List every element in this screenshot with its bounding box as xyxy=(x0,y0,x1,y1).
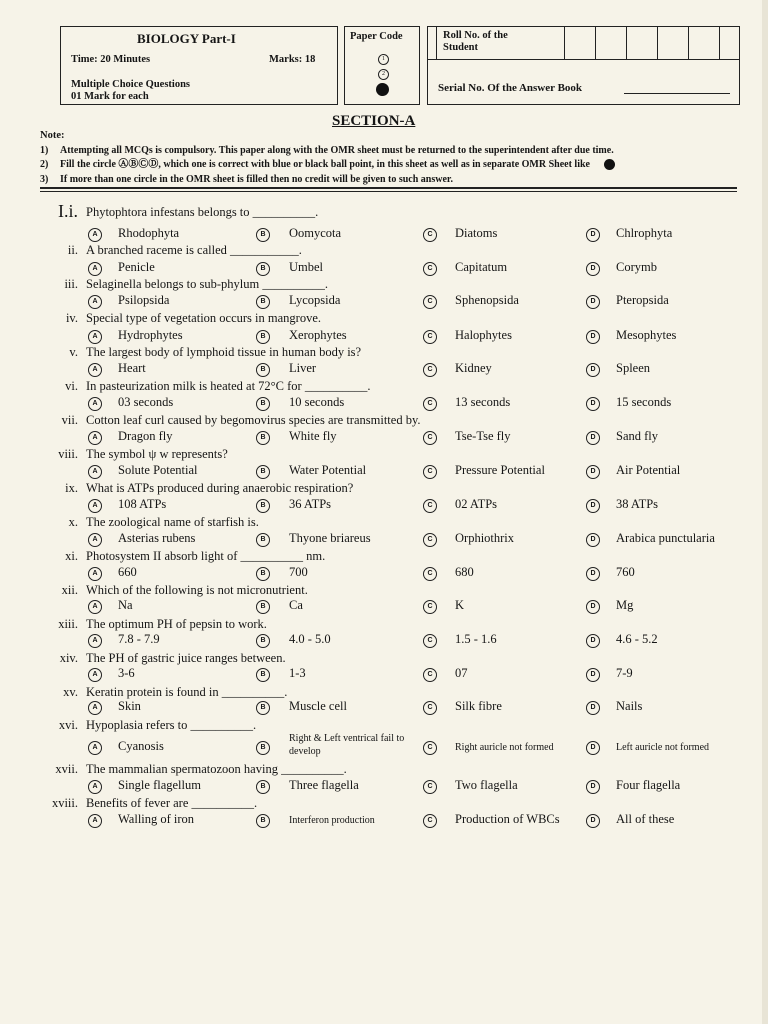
option-text-d: Chlrophyta xyxy=(616,226,673,240)
option-circle-a[interactable]: A xyxy=(88,295,102,309)
option-circle-b[interactable]: B xyxy=(256,814,270,828)
roll-digit-cell[interactable] xyxy=(657,27,688,59)
option-text-c: Diatoms xyxy=(455,226,498,240)
option-text-a: 03 seconds xyxy=(118,395,174,409)
option-text-d: Mesophytes xyxy=(616,328,677,342)
option-circle-b[interactable]: B xyxy=(256,228,270,242)
option-circle-b[interactable]: B xyxy=(256,465,270,479)
option-circle-d[interactable]: D xyxy=(586,330,600,344)
question-text: The zoological name of starfish is. xyxy=(86,515,259,529)
roll-digit-cell[interactable] xyxy=(595,27,626,59)
option-circle-b[interactable]: B xyxy=(256,499,270,513)
paper-code-filled-circle[interactable] xyxy=(376,83,389,96)
roll-digit-cell[interactable] xyxy=(564,27,595,59)
option-text-a: 660 xyxy=(118,565,137,579)
question-number: viii. xyxy=(58,447,78,461)
option-circle-b[interactable]: B xyxy=(256,295,270,309)
note-text: Fill the circle ⒶⒷⒸⒹ, which one is correct with blue or black ball point, in this sheet as well as in separate OMR Sheet like xyxy=(60,159,590,170)
option-text-c: 02 ATPs xyxy=(455,497,498,511)
question-number: iv. xyxy=(65,311,78,325)
option-circle-a[interactable]: A xyxy=(88,701,102,715)
question-number: vii. xyxy=(61,413,78,427)
mcq-line-1: Multiple Choice Questions xyxy=(71,79,191,90)
question-number: xiii. xyxy=(58,617,78,631)
option-circle-b[interactable]: B xyxy=(256,600,270,614)
roll-digit-cell[interactable] xyxy=(688,27,719,59)
option-circle-b[interactable]: B xyxy=(256,363,270,377)
option-circle-d[interactable]: D xyxy=(586,701,600,715)
option-text-b: Xerophytes xyxy=(289,328,347,342)
question-text: The symbol ψ w represents? xyxy=(86,447,228,461)
note-1 xyxy=(40,145,614,157)
option-circle-b[interactable]: B xyxy=(256,668,270,682)
question-text: Photosystem II absorb light of __________ nm. xyxy=(86,549,326,563)
option-text-d: All of these xyxy=(616,812,675,826)
option-circle-a[interactable]: A xyxy=(88,363,102,377)
question-number: xvii. xyxy=(55,762,78,776)
option-text-d: 760 xyxy=(616,565,635,579)
option-circle-d[interactable]: D xyxy=(586,397,600,411)
option-circle-a[interactable]: A xyxy=(88,228,102,242)
question-text: Benefits of fever are __________. xyxy=(86,796,258,810)
option-circle-c[interactable]: C xyxy=(423,701,437,715)
option-circle-d[interactable]: D xyxy=(586,363,600,377)
serial-number-field[interactable] xyxy=(624,93,730,94)
option-text-c: 680 xyxy=(455,565,474,579)
time-label: Time: 20 Minutes xyxy=(71,54,151,65)
question-number: x. xyxy=(68,515,78,529)
option-text-b: 1-3 xyxy=(289,666,306,680)
paper-code-label: Paper Code xyxy=(350,31,403,42)
option-circle-c[interactable]: C xyxy=(423,499,437,513)
option-text-c: 1.5 - 1.6 xyxy=(455,632,497,646)
option-circle-b[interactable]: B xyxy=(256,634,270,648)
option-text-b: Lycopsida xyxy=(289,293,341,307)
option-text-d: Pteropsida xyxy=(616,293,669,307)
option-circle-c[interactable]: C xyxy=(423,431,437,445)
subject-box xyxy=(60,26,338,105)
option-circle-d[interactable]: D xyxy=(586,567,600,581)
option-circle-c[interactable]: C xyxy=(423,262,437,276)
option-circle-b[interactable]: B xyxy=(256,741,270,755)
question-number: iii. xyxy=(64,277,78,291)
question-number: ii. xyxy=(67,243,78,257)
filled-circle-example-icon xyxy=(604,159,615,170)
option-circle-d[interactable]: D xyxy=(586,295,600,309)
option-text-b: Water Potential xyxy=(289,463,367,477)
option-text-d: Corymb xyxy=(616,260,657,274)
option-text-a: Heart xyxy=(118,361,146,375)
option-circle-a[interactable]: A xyxy=(88,499,102,513)
question-text: Cotton leaf curl caused by begomovirus species are transmitted by. xyxy=(86,413,421,427)
option-circle-c[interactable]: C xyxy=(423,634,437,648)
note-text: Attempting all MCQs is compulsory. This paper along with the OMR sheet must be returned to the superintendent after due time. xyxy=(60,145,614,156)
section-divider xyxy=(40,187,737,189)
option-circle-a[interactable]: A xyxy=(88,814,102,828)
question-text: The optimum PH of pepsin to work. xyxy=(86,617,267,631)
option-text-b: Muscle cell xyxy=(289,699,347,713)
option-circle-d[interactable]: D xyxy=(586,533,600,547)
option-circle-c[interactable]: C xyxy=(423,465,437,479)
option-text-d: Air Potential xyxy=(616,463,681,477)
option-circle-b[interactable]: B xyxy=(256,397,270,411)
option-circle-a[interactable]: A xyxy=(88,780,102,794)
option-text-d: 38 ATPs xyxy=(616,497,659,511)
option-text-c: Right auricle not formed xyxy=(455,742,554,753)
option-text-b: Liver xyxy=(289,361,317,375)
option-circle-a[interactable]: A xyxy=(88,431,102,445)
question-text: Hypoplasia refers to __________. xyxy=(86,718,257,732)
roll-divider xyxy=(436,27,437,59)
option-circle-a[interactable]: A xyxy=(88,397,102,411)
option-text-a: 3-6 xyxy=(118,666,135,680)
paper-code-option-1[interactable]: 1 xyxy=(378,54,389,65)
option-text-c: Orphiothrix xyxy=(455,531,515,545)
option-circle-d[interactable]: D xyxy=(586,741,600,755)
option-circle-a[interactable]: A xyxy=(88,533,102,547)
option-circle-c[interactable]: C xyxy=(423,668,437,682)
question-number: xii. xyxy=(61,583,78,597)
option-text-a: Asterias rubens xyxy=(118,531,196,545)
option-text-a: Penicle xyxy=(118,260,155,274)
question-number: ix. xyxy=(65,481,78,495)
option-text-b: Ca xyxy=(289,598,303,612)
serial-number-label: Serial No. Of the Answer Book xyxy=(438,82,583,94)
option-text-b: 36 ATPs xyxy=(289,497,332,511)
option-circle-a[interactable]: A xyxy=(88,741,102,755)
option-text-a: Psilopsida xyxy=(118,293,170,307)
question-number: xiv. xyxy=(59,651,78,665)
option-circle-c[interactable]: C xyxy=(423,330,437,344)
option-circle-d[interactable]: D xyxy=(586,814,600,828)
option-text-b: Interferon production xyxy=(289,815,375,826)
marks-label: Marks: 18 xyxy=(269,54,316,65)
question-text: A branched raceme is called ___________. xyxy=(86,243,302,257)
option-circle-c[interactable]: C xyxy=(423,533,437,547)
option-circle-c[interactable]: C xyxy=(423,397,437,411)
note-text: If more than one circle in the OMR sheet is filled then no credit will be given to such answer. xyxy=(60,174,453,185)
option-circle-d[interactable]: D xyxy=(586,780,600,794)
option-text-a: 108 ATPs xyxy=(118,497,167,511)
option-circle-d[interactable]: D xyxy=(586,668,600,682)
option-text-c: 13 seconds xyxy=(455,395,511,409)
roll-number-grid xyxy=(564,27,750,59)
option-text-a: Cyanosis xyxy=(118,739,164,753)
option-circle-d[interactable]: D xyxy=(586,228,600,242)
option-text-d: Arabica punctularia xyxy=(616,531,715,545)
option-text-b: White fly xyxy=(289,429,337,443)
option-circle-b[interactable]: B xyxy=(256,701,270,715)
option-text-d: Four flagella xyxy=(616,778,681,792)
option-text-c: Silk fibre xyxy=(455,699,502,713)
option-text-d: Mg xyxy=(616,598,634,612)
question-text: What is ATPs produced during anaerobic respiration? xyxy=(86,481,354,495)
option-circle-a[interactable]: A xyxy=(88,262,102,276)
option-circle-c[interactable]: C xyxy=(423,780,437,794)
option-text-c: Production of WBCs xyxy=(455,812,560,826)
option-text-b: Right & Left ventrical fail to develop xyxy=(289,733,405,757)
option-circle-b[interactable]: B xyxy=(256,567,270,581)
option-circle-c[interactable]: C xyxy=(423,363,437,377)
option-circle-c[interactable]: C xyxy=(423,295,437,309)
note-2 xyxy=(40,159,615,171)
option-circle-c[interactable]: C xyxy=(423,567,437,581)
question-text: Phytophtora infestans belongs to __________. xyxy=(86,205,319,219)
option-text-c: Pressure Potential xyxy=(455,463,545,477)
option-text-a: Solute Potential xyxy=(118,463,198,477)
roll-separator xyxy=(428,59,739,60)
option-circle-d[interactable]: D xyxy=(586,465,600,479)
option-text-d: 7-9 xyxy=(616,666,633,680)
option-circle-a[interactable]: A xyxy=(88,465,102,479)
question-text: Keratin protein is found in __________. xyxy=(86,685,288,699)
option-circle-b[interactable]: B xyxy=(256,262,270,276)
option-text-b: Three flagella xyxy=(289,778,359,792)
option-text-d: 15 seconds xyxy=(616,395,672,409)
question-text: The PH of gastric juice ranges between. xyxy=(86,651,286,665)
subject-title: BIOLOGY Part-I xyxy=(137,31,236,46)
question-number: xviii. xyxy=(51,796,78,810)
roll-digit-cell[interactable] xyxy=(719,27,750,59)
option-text-b: Thyone briareus xyxy=(289,531,371,545)
option-text-c: K xyxy=(455,598,465,612)
option-text-a: Rhodophyta xyxy=(118,226,180,240)
roll-label-line-1: Roll No. of the xyxy=(443,30,508,41)
option-circle-a[interactable]: A xyxy=(88,600,102,614)
option-circle-d[interactable]: D xyxy=(586,634,600,648)
roll-number-box xyxy=(427,26,740,105)
question-text: Selaginella belongs to sub-phylum __________. xyxy=(86,277,328,291)
option-text-d: Left auricle not formed xyxy=(616,742,710,753)
option-circle-d[interactable]: D xyxy=(586,499,600,513)
option-text-a: Hydrophytes xyxy=(118,328,183,342)
option-text-c: Two flagella xyxy=(455,778,518,792)
question-number: v. xyxy=(69,345,78,359)
option-text-a: 7.8 - 7.9 xyxy=(118,632,160,646)
option-circle-d[interactable]: D xyxy=(586,262,600,276)
option-text-c: Sphenopsida xyxy=(455,293,519,307)
option-text-a: Na xyxy=(118,598,133,612)
option-circle-c[interactable]: C xyxy=(423,228,437,242)
note-number: 2) xyxy=(40,159,49,170)
option-circle-c[interactable]: C xyxy=(423,741,437,755)
option-text-c: Tse-Tse fly xyxy=(455,429,511,443)
option-text-b: Oomycota xyxy=(289,226,342,240)
option-text-b: Umbel xyxy=(289,260,324,274)
option-text-a: Walling of iron xyxy=(118,812,195,826)
option-text-b: 10 seconds xyxy=(289,395,345,409)
section-title: SECTION-A xyxy=(332,113,416,129)
roll-digit-cell[interactable] xyxy=(626,27,657,59)
option-circle-b[interactable]: B xyxy=(256,533,270,547)
note-3 xyxy=(40,174,453,186)
mcq-info xyxy=(71,79,190,103)
note-number: 1) xyxy=(40,145,49,156)
option-text-c: 07 xyxy=(455,666,468,680)
question-number: xvi. xyxy=(58,718,78,732)
option-text-d: Nails xyxy=(616,699,643,713)
note-label: Note: xyxy=(40,130,65,141)
option-circle-a[interactable]: A xyxy=(88,330,102,344)
option-circle-b[interactable]: B xyxy=(256,780,270,794)
paper-code-box xyxy=(344,26,420,105)
option-circle-c[interactable]: C xyxy=(423,814,437,828)
option-text-b: 4.0 - 5.0 xyxy=(289,632,331,646)
option-circle-a[interactable]: A xyxy=(88,668,102,682)
option-circle-a[interactable]: A xyxy=(88,634,102,648)
option-text-a: Skin xyxy=(118,699,141,713)
option-text-d: Spleen xyxy=(616,361,651,375)
option-text-c: Halophytes xyxy=(455,328,512,342)
section-divider-thin xyxy=(40,191,737,192)
question-number: vi. xyxy=(65,379,78,393)
question-number: xv. xyxy=(63,685,78,699)
page-edge xyxy=(762,0,768,1024)
note-number: 3) xyxy=(40,174,49,185)
question-text: The mammalian spermatozoon having __________. xyxy=(86,762,347,776)
question-text: The largest body of lymphoid tissue in human body is? xyxy=(86,345,362,359)
option-circle-b[interactable]: B xyxy=(256,431,270,445)
option-text-d: Sand fly xyxy=(616,429,659,443)
option-text-a: Single flagellum xyxy=(118,778,201,792)
option-text-c: Capitatum xyxy=(455,260,508,274)
option-circle-b[interactable]: B xyxy=(256,330,270,344)
question-number: I.i. xyxy=(58,201,78,221)
option-text-d: 4.6 - 5.2 xyxy=(616,632,658,646)
roll-label-line-2: Student xyxy=(443,42,479,53)
mcq-line-2: 01 Mark for each xyxy=(71,91,149,102)
option-text-a: Dragon fly xyxy=(118,429,173,443)
question-number: xi. xyxy=(65,549,78,563)
option-circle-c[interactable]: C xyxy=(423,600,437,614)
question-text: Special type of vegetation occurs in mangrove. xyxy=(86,311,321,325)
option-text-b: 700 xyxy=(289,565,308,579)
option-circle-d[interactable]: D xyxy=(586,600,600,614)
option-text-c: Kidney xyxy=(455,361,492,375)
option-circle-d[interactable]: D xyxy=(586,431,600,445)
roll-number-label xyxy=(443,30,508,54)
option-circle-a[interactable]: A xyxy=(88,567,102,581)
question-text: Which of the following is not micronutrient. xyxy=(86,583,308,597)
paper-code-option-2[interactable]: 2 xyxy=(378,69,389,80)
question-text: In pasteurization milk is heated at 72°C for __________. xyxy=(86,379,371,393)
